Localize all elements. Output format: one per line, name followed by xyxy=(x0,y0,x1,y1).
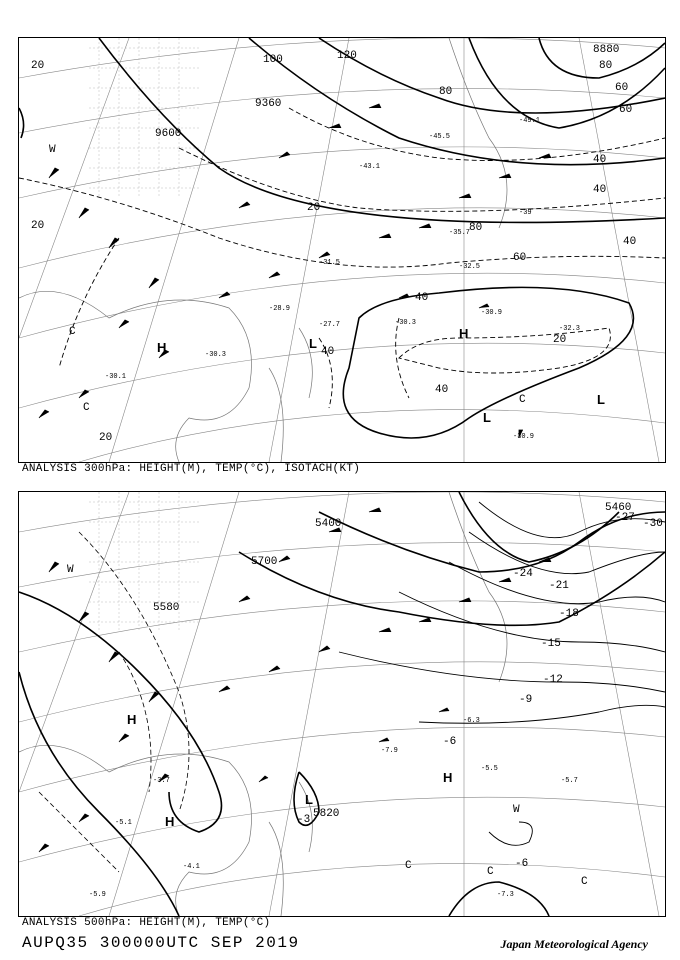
isotach-label: 60 xyxy=(619,104,633,116)
temp-label: -30.9 xyxy=(481,309,503,317)
isotherms xyxy=(19,108,665,408)
height-label: 5580 xyxy=(153,602,180,614)
obs-label: -3.7 xyxy=(153,777,170,785)
temp-label: -18 xyxy=(559,608,579,620)
temp-label: -39 xyxy=(519,209,532,217)
temp-label: -21 xyxy=(549,580,569,592)
cold-center-marker: C xyxy=(405,860,412,872)
temp-label: -27 xyxy=(615,512,635,524)
high-pressure-marker: H xyxy=(459,326,469,341)
temp-label: -30.1 xyxy=(105,373,127,381)
high-pressure-marker: H xyxy=(165,814,175,829)
height-label: 5700 xyxy=(251,556,278,568)
warm-center-marker: W xyxy=(513,804,520,816)
cold-center-marker: C xyxy=(83,402,90,414)
temp-label: -43.1 xyxy=(359,163,381,171)
isotach-label: 20 xyxy=(31,60,45,72)
high-pressure-marker: H xyxy=(443,770,453,785)
high-pressure-marker: H xyxy=(127,712,137,727)
temp-label: -15 xyxy=(541,638,561,650)
obs-label: -7.9 xyxy=(381,747,398,755)
low-pressure-marker: L xyxy=(597,392,605,407)
map-300hpa-svg xyxy=(19,38,665,462)
temp-label: -32.5 xyxy=(459,263,481,271)
panel-500hpa-caption: ANALYSIS 500hPa: HEIGHT(M), TEMP(°C) xyxy=(22,917,271,929)
height-label: 9600 xyxy=(155,128,182,140)
temp-label: -6 xyxy=(515,858,529,870)
temp-label: -9 xyxy=(519,694,533,706)
obs-label: -4.1 xyxy=(183,863,200,871)
temp-label: -12 xyxy=(543,674,563,686)
map-500hpa-svg xyxy=(19,492,665,916)
isotach-label: 40 xyxy=(593,184,607,196)
temp-label: -31.5 xyxy=(319,259,341,267)
obs-label: -5.9 xyxy=(89,891,106,899)
high-pressure-marker: H xyxy=(157,340,167,355)
height-label: 8880 xyxy=(593,44,620,56)
height-contours xyxy=(19,38,665,222)
map-panel-500hpa xyxy=(18,491,666,917)
warm-center-marker: W xyxy=(49,144,56,156)
isotach-label: 40 xyxy=(415,292,429,304)
height-label: 5820 xyxy=(313,808,340,820)
graticule-lines xyxy=(19,492,665,916)
temp-label: -30.3 xyxy=(205,351,227,359)
temp-label: -27.7 xyxy=(319,321,341,329)
temp-label: -32.3 xyxy=(559,325,581,333)
cold-center-marker: C xyxy=(581,876,588,888)
isotach-label: 100 xyxy=(263,54,283,66)
isotach-label: 60 xyxy=(513,252,527,264)
warm-center-marker: W xyxy=(67,564,74,576)
height-label: 5460 xyxy=(605,502,632,514)
cold-center-marker: C xyxy=(487,866,494,878)
temp-label: -24 xyxy=(513,568,533,580)
obs-label: -7.3 xyxy=(497,891,514,899)
obs-label: -5.7 xyxy=(561,777,578,785)
isotach-label: 80 xyxy=(599,60,613,72)
chart-identifier: AUPQ35 300000UTC SEP 2019 xyxy=(22,934,300,952)
panel-300hpa-caption: ANALYSIS 300hPa: HEIGHT(M), TEMP(°C), ISOTACH(KT) xyxy=(22,463,361,475)
height-label: 5400 xyxy=(315,518,342,530)
low-pressure-marker: L xyxy=(309,336,317,351)
temp-label: -30.9 xyxy=(513,433,535,441)
obs-label: -5.5 xyxy=(481,765,498,773)
temp-label: -28.9 xyxy=(269,305,291,313)
isotach-label: 80 xyxy=(439,86,453,98)
isotach-label: 20 xyxy=(307,202,321,214)
isotach-label: 20 xyxy=(31,220,45,232)
isotach-label: 40 xyxy=(623,236,637,248)
isotach-label: 40 xyxy=(321,346,335,358)
isotach-label: 120 xyxy=(337,50,357,62)
temp-label: -3 xyxy=(297,814,311,826)
cold-center-marker: C xyxy=(519,394,526,406)
low-pressure-marker: L xyxy=(305,792,313,807)
isotach-label: 20 xyxy=(99,432,113,444)
low-pressure-marker: L xyxy=(483,410,491,425)
terrain-grid xyxy=(89,38,199,198)
temp-label: -6 xyxy=(443,736,457,748)
temp-label: -45.5 xyxy=(429,133,451,141)
obs-label: -6.3 xyxy=(463,717,480,725)
agency-credit: Japan Meteorological Agency xyxy=(500,937,648,951)
isotach-label: 40 xyxy=(435,384,449,396)
temp-label: -30.3 xyxy=(395,319,417,327)
temp-label: -30 xyxy=(643,518,663,530)
height-contours xyxy=(19,492,665,916)
temp-label: -35.7 xyxy=(449,229,471,237)
isotach-label: 80 xyxy=(469,222,483,234)
graticule-lines xyxy=(19,38,665,462)
obs-label: -5.1 xyxy=(115,819,132,827)
map-panel-300hpa xyxy=(18,37,666,463)
height-label: 9360 xyxy=(255,98,282,110)
temp-label: -49.1 xyxy=(519,117,541,125)
isotach-label: 20 xyxy=(553,334,567,346)
cold-center-marker: C xyxy=(69,326,76,338)
isotach-label: 60 xyxy=(615,82,629,94)
isotach-label: 40 xyxy=(593,154,607,166)
